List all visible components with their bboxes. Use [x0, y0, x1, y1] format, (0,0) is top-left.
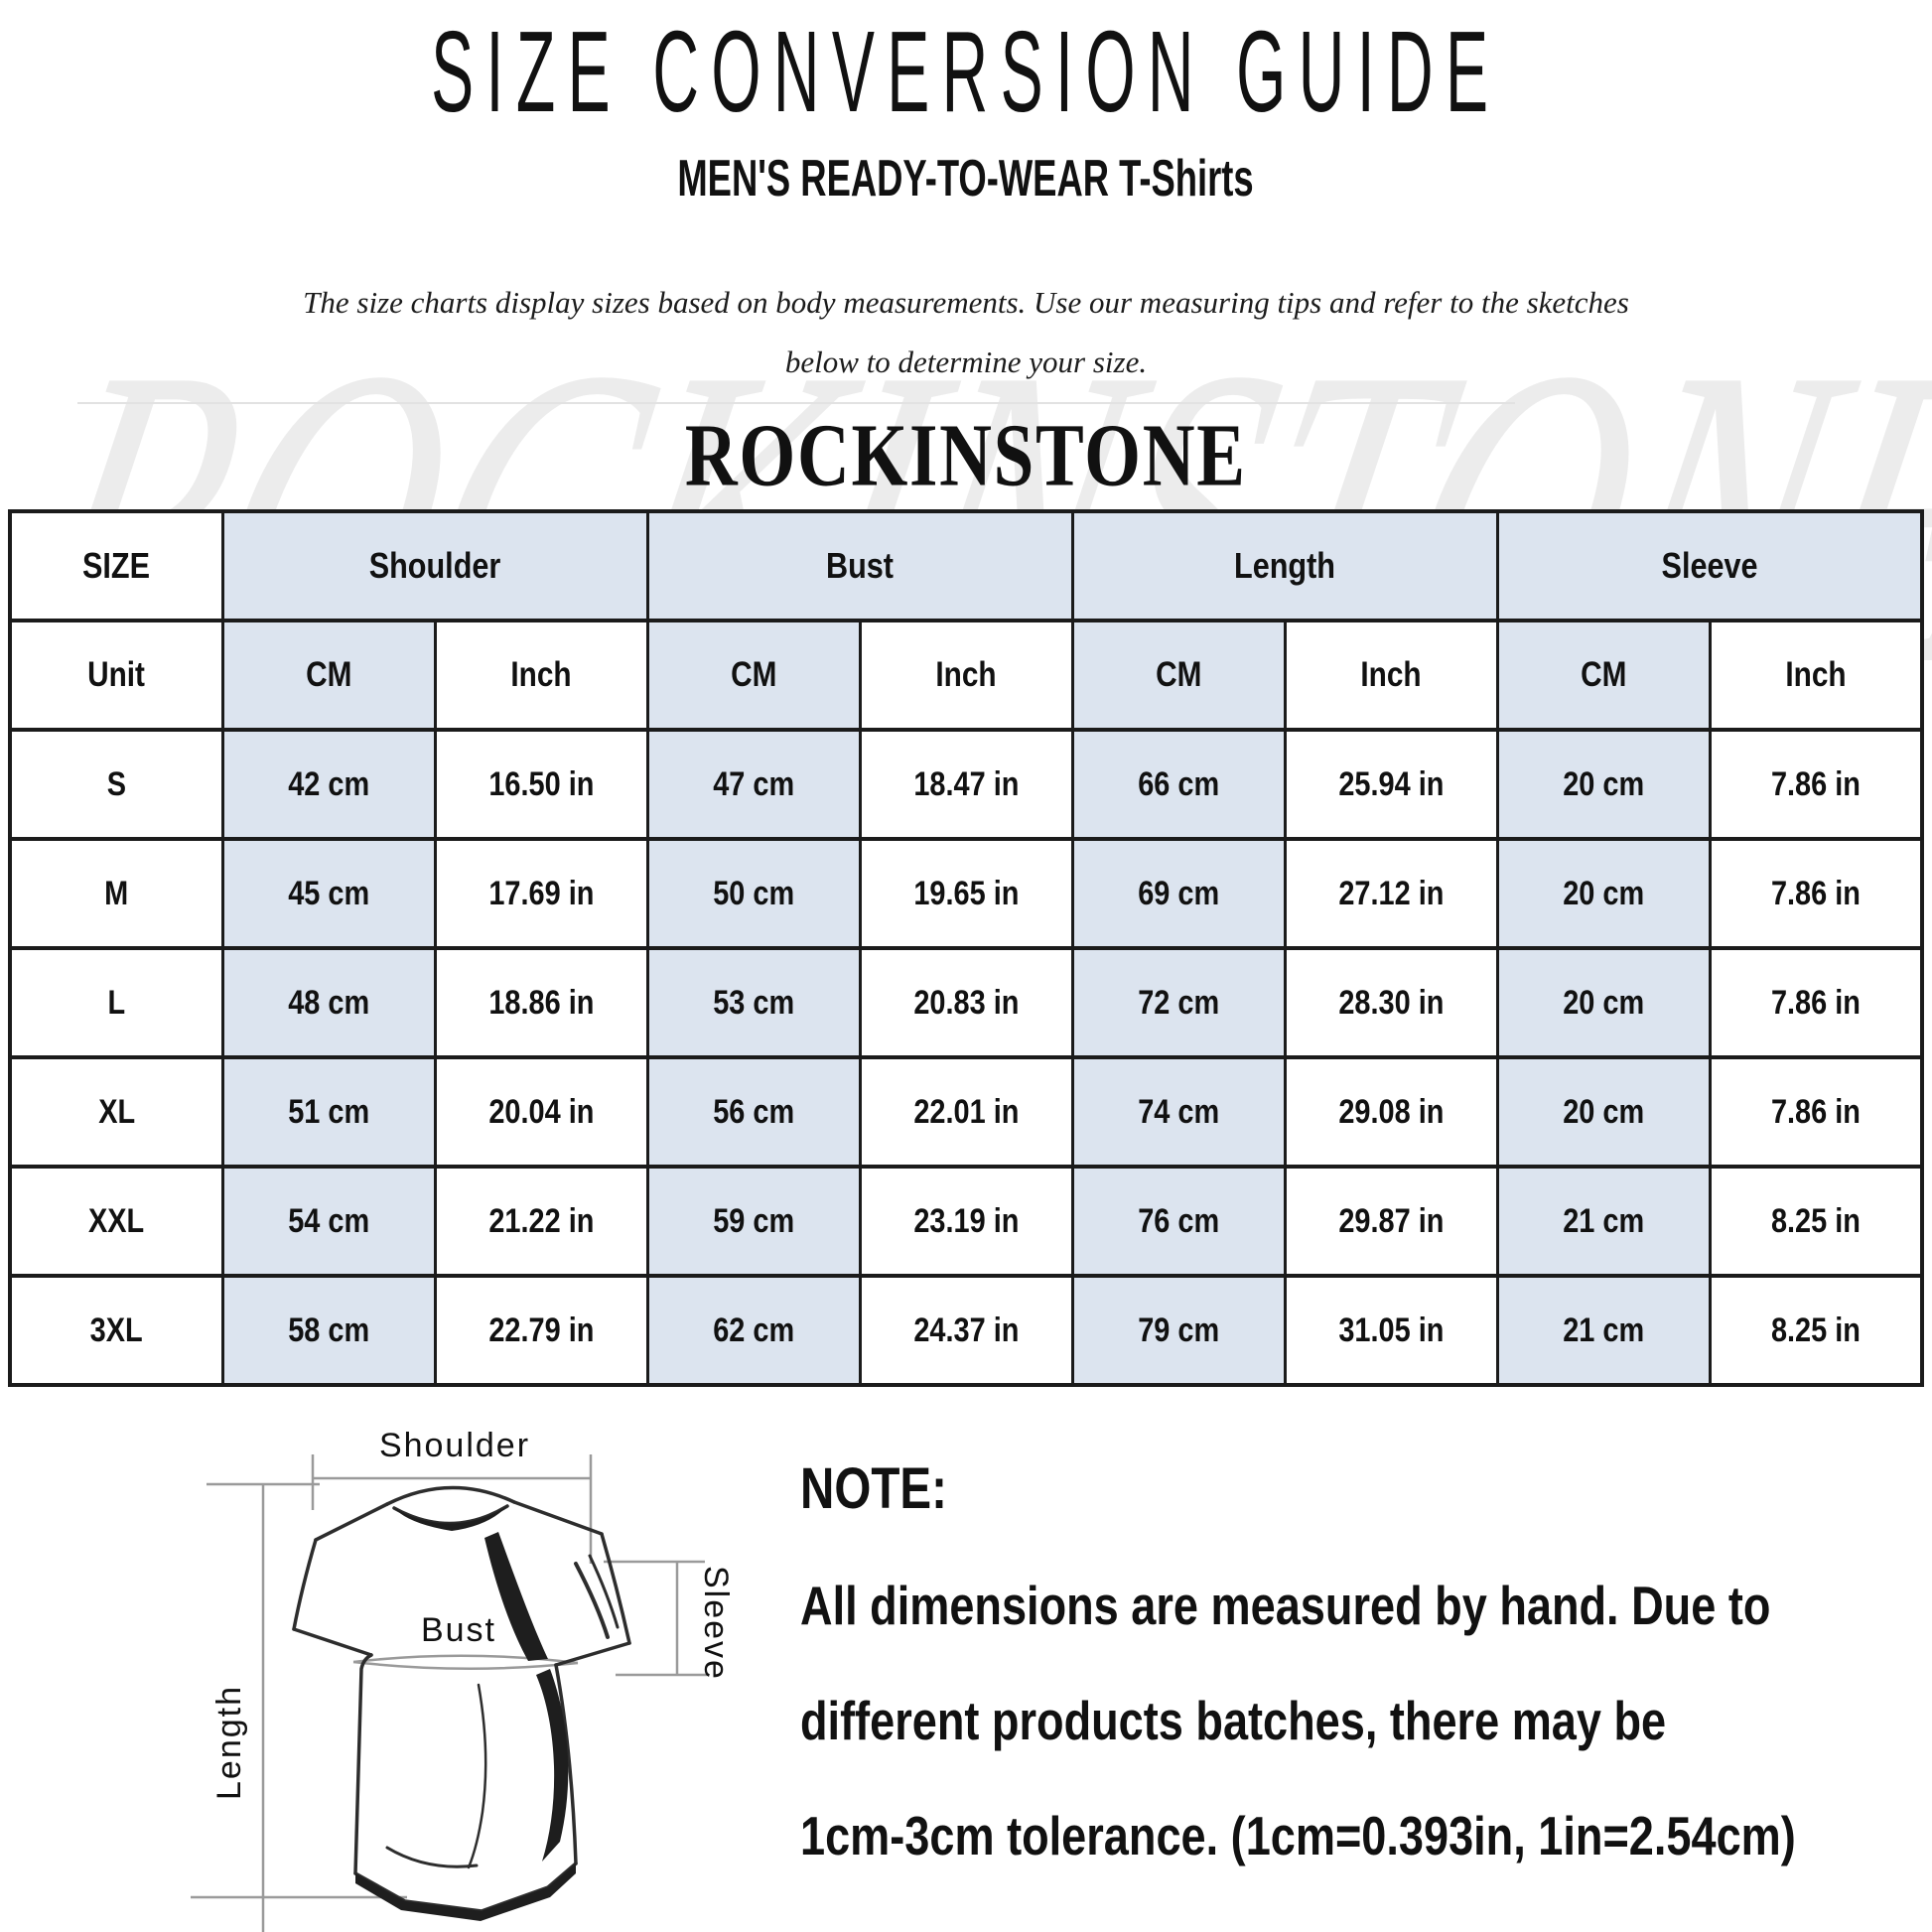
note-heading: NOTE: [800, 1456, 947, 1521]
unit-cell-inch: Inch [1285, 621, 1497, 730]
cm-cell: 53 cm [647, 948, 860, 1057]
page-title-text: SIZE CONVERSION GUIDE [431, 7, 1501, 137]
cm-cell: 79 cm [1072, 1276, 1285, 1385]
cm-cell: 62 cm [647, 1276, 860, 1385]
cm-cell: 20 cm [1497, 839, 1710, 948]
table-row-xxl [10, 1167, 1922, 1276]
inch-cell: 25.94 in [1285, 730, 1497, 839]
cm-cell: 66 cm [1072, 730, 1285, 839]
header-size: SIZE [10, 511, 222, 621]
header-bust: Bust [647, 511, 1072, 621]
cm-cell: 56 cm [647, 1057, 860, 1167]
inch-cell: 18.47 in [860, 730, 1072, 839]
sketch-length-label: Length [210, 1685, 248, 1800]
unit-cell-inch: Inch [860, 621, 1072, 730]
size-cell: M [10, 839, 222, 948]
brand-name [0, 405, 1932, 504]
header-length: Length [1072, 511, 1497, 621]
inch-cell: 7.86 in [1710, 948, 1922, 1057]
tshirt-outline [294, 1487, 629, 1911]
inch-cell: 29.08 in [1285, 1057, 1497, 1167]
sketch-shoulder-label: Shoulder [378, 1427, 531, 1464]
page-subtitle-text: MEN'S READY-TO-WEAR T-Shirts [677, 150, 1255, 207]
note-line-3: 1cm-3cm tolerance. (1cm=0.393in, 1in=2.54cm) [800, 1805, 1796, 1866]
cm-cell: 72 cm [1072, 948, 1285, 1057]
cm-cell: 20 cm [1497, 1057, 1710, 1167]
table-row-l [10, 948, 1922, 1057]
unit-cell-cm: CM [1072, 621, 1285, 730]
inch-cell: 24.37 in [860, 1276, 1072, 1385]
cm-cell: 74 cm [1072, 1057, 1285, 1167]
inch-cell: 19.65 in [860, 839, 1072, 948]
header-sleeve: Sleeve [1497, 511, 1922, 621]
unit-cell-inch: Inch [435, 621, 647, 730]
cm-cell: 45 cm [222, 839, 435, 948]
inch-cell: 8.25 in [1710, 1276, 1922, 1385]
inch-cell: 18.86 in [435, 948, 647, 1057]
cm-cell: 47 cm [647, 730, 860, 839]
cm-cell: 20 cm [1497, 948, 1710, 1057]
cm-cell: 48 cm [222, 948, 435, 1057]
inch-cell: 7.86 in [1710, 839, 1922, 948]
header-shoulder: Shoulder [222, 511, 647, 621]
table-row-3xl [10, 1276, 1922, 1385]
table-unit-row [10, 621, 1922, 730]
table-row-m [10, 839, 1922, 948]
inch-cell: 16.50 in [435, 730, 647, 839]
unit-cell-cm: CM [222, 621, 435, 730]
page-subtitle [0, 149, 1932, 208]
sketch-sleeve-label: Sleeve [697, 1566, 735, 1681]
cm-cell: 21 cm [1497, 1167, 1710, 1276]
brand-name-text: ROCKINSTONE [685, 404, 1247, 505]
cm-cell: 76 cm [1072, 1167, 1285, 1276]
size-conversion-table [8, 509, 1924, 1387]
inch-cell: 7.86 in [1710, 1057, 1922, 1167]
sketch-bust-label: Bust [420, 1611, 497, 1649]
table-row-s [10, 730, 1922, 839]
inch-cell: 27.12 in [1285, 839, 1497, 948]
size-cell: 3XL [10, 1276, 222, 1385]
cm-cell: 21 cm [1497, 1276, 1710, 1385]
note-block [800, 1455, 1932, 1867]
cm-cell: 58 cm [222, 1276, 435, 1385]
tshirt-shading [355, 1506, 576, 1921]
inch-cell: 28.30 in [1285, 948, 1497, 1057]
inch-cell: 22.79 in [435, 1276, 647, 1385]
cm-cell: 20 cm [1497, 730, 1710, 839]
cm-cell: 42 cm [222, 730, 435, 839]
description-line-1: The size charts display sizes based on body measurements. Use our measuring tips and refer to the sketches [303, 285, 1629, 320]
page-title [0, 7, 1932, 137]
inch-cell: 31.05 in [1285, 1276, 1497, 1385]
inch-cell: 22.01 in [860, 1057, 1072, 1167]
cm-cell: 69 cm [1072, 839, 1285, 948]
cm-cell: 59 cm [647, 1167, 860, 1276]
size-cell: S [10, 730, 222, 839]
cm-cell: 51 cm [222, 1057, 435, 1167]
inch-cell: 17.69 in [435, 839, 647, 948]
size-cell: L [10, 948, 222, 1057]
table-row-xl [10, 1057, 1922, 1167]
tshirt-measurement-sketch [149, 1415, 804, 1932]
size-cell: XXL [10, 1167, 222, 1276]
note-line-2: different products batches, there may be [800, 1690, 1667, 1751]
inch-cell: 20.83 in [860, 948, 1072, 1057]
cm-cell: 54 cm [222, 1167, 435, 1276]
inch-cell: 23.19 in [860, 1167, 1072, 1276]
inch-cell: 20.04 in [435, 1057, 647, 1167]
inch-cell: 29.87 in [1285, 1167, 1497, 1276]
inch-cell: 8.25 in [1710, 1167, 1922, 1276]
unit-cell-cm: CM [647, 621, 860, 730]
inch-cell: 21.22 in [435, 1167, 647, 1276]
cm-cell: 50 cm [647, 839, 860, 948]
unit-cell-inch: Inch [1710, 621, 1922, 730]
unit-label-cell: Unit [10, 621, 222, 730]
unit-cell-cm: CM [1497, 621, 1710, 730]
note-line-1: All dimensions are measured by hand. Due to [800, 1575, 1771, 1636]
inch-cell: 7.86 in [1710, 730, 1922, 839]
size-cell: XL [10, 1057, 222, 1167]
table-header-row [10, 511, 1922, 621]
description-line-2: below to determine your size. [784, 345, 1148, 379]
